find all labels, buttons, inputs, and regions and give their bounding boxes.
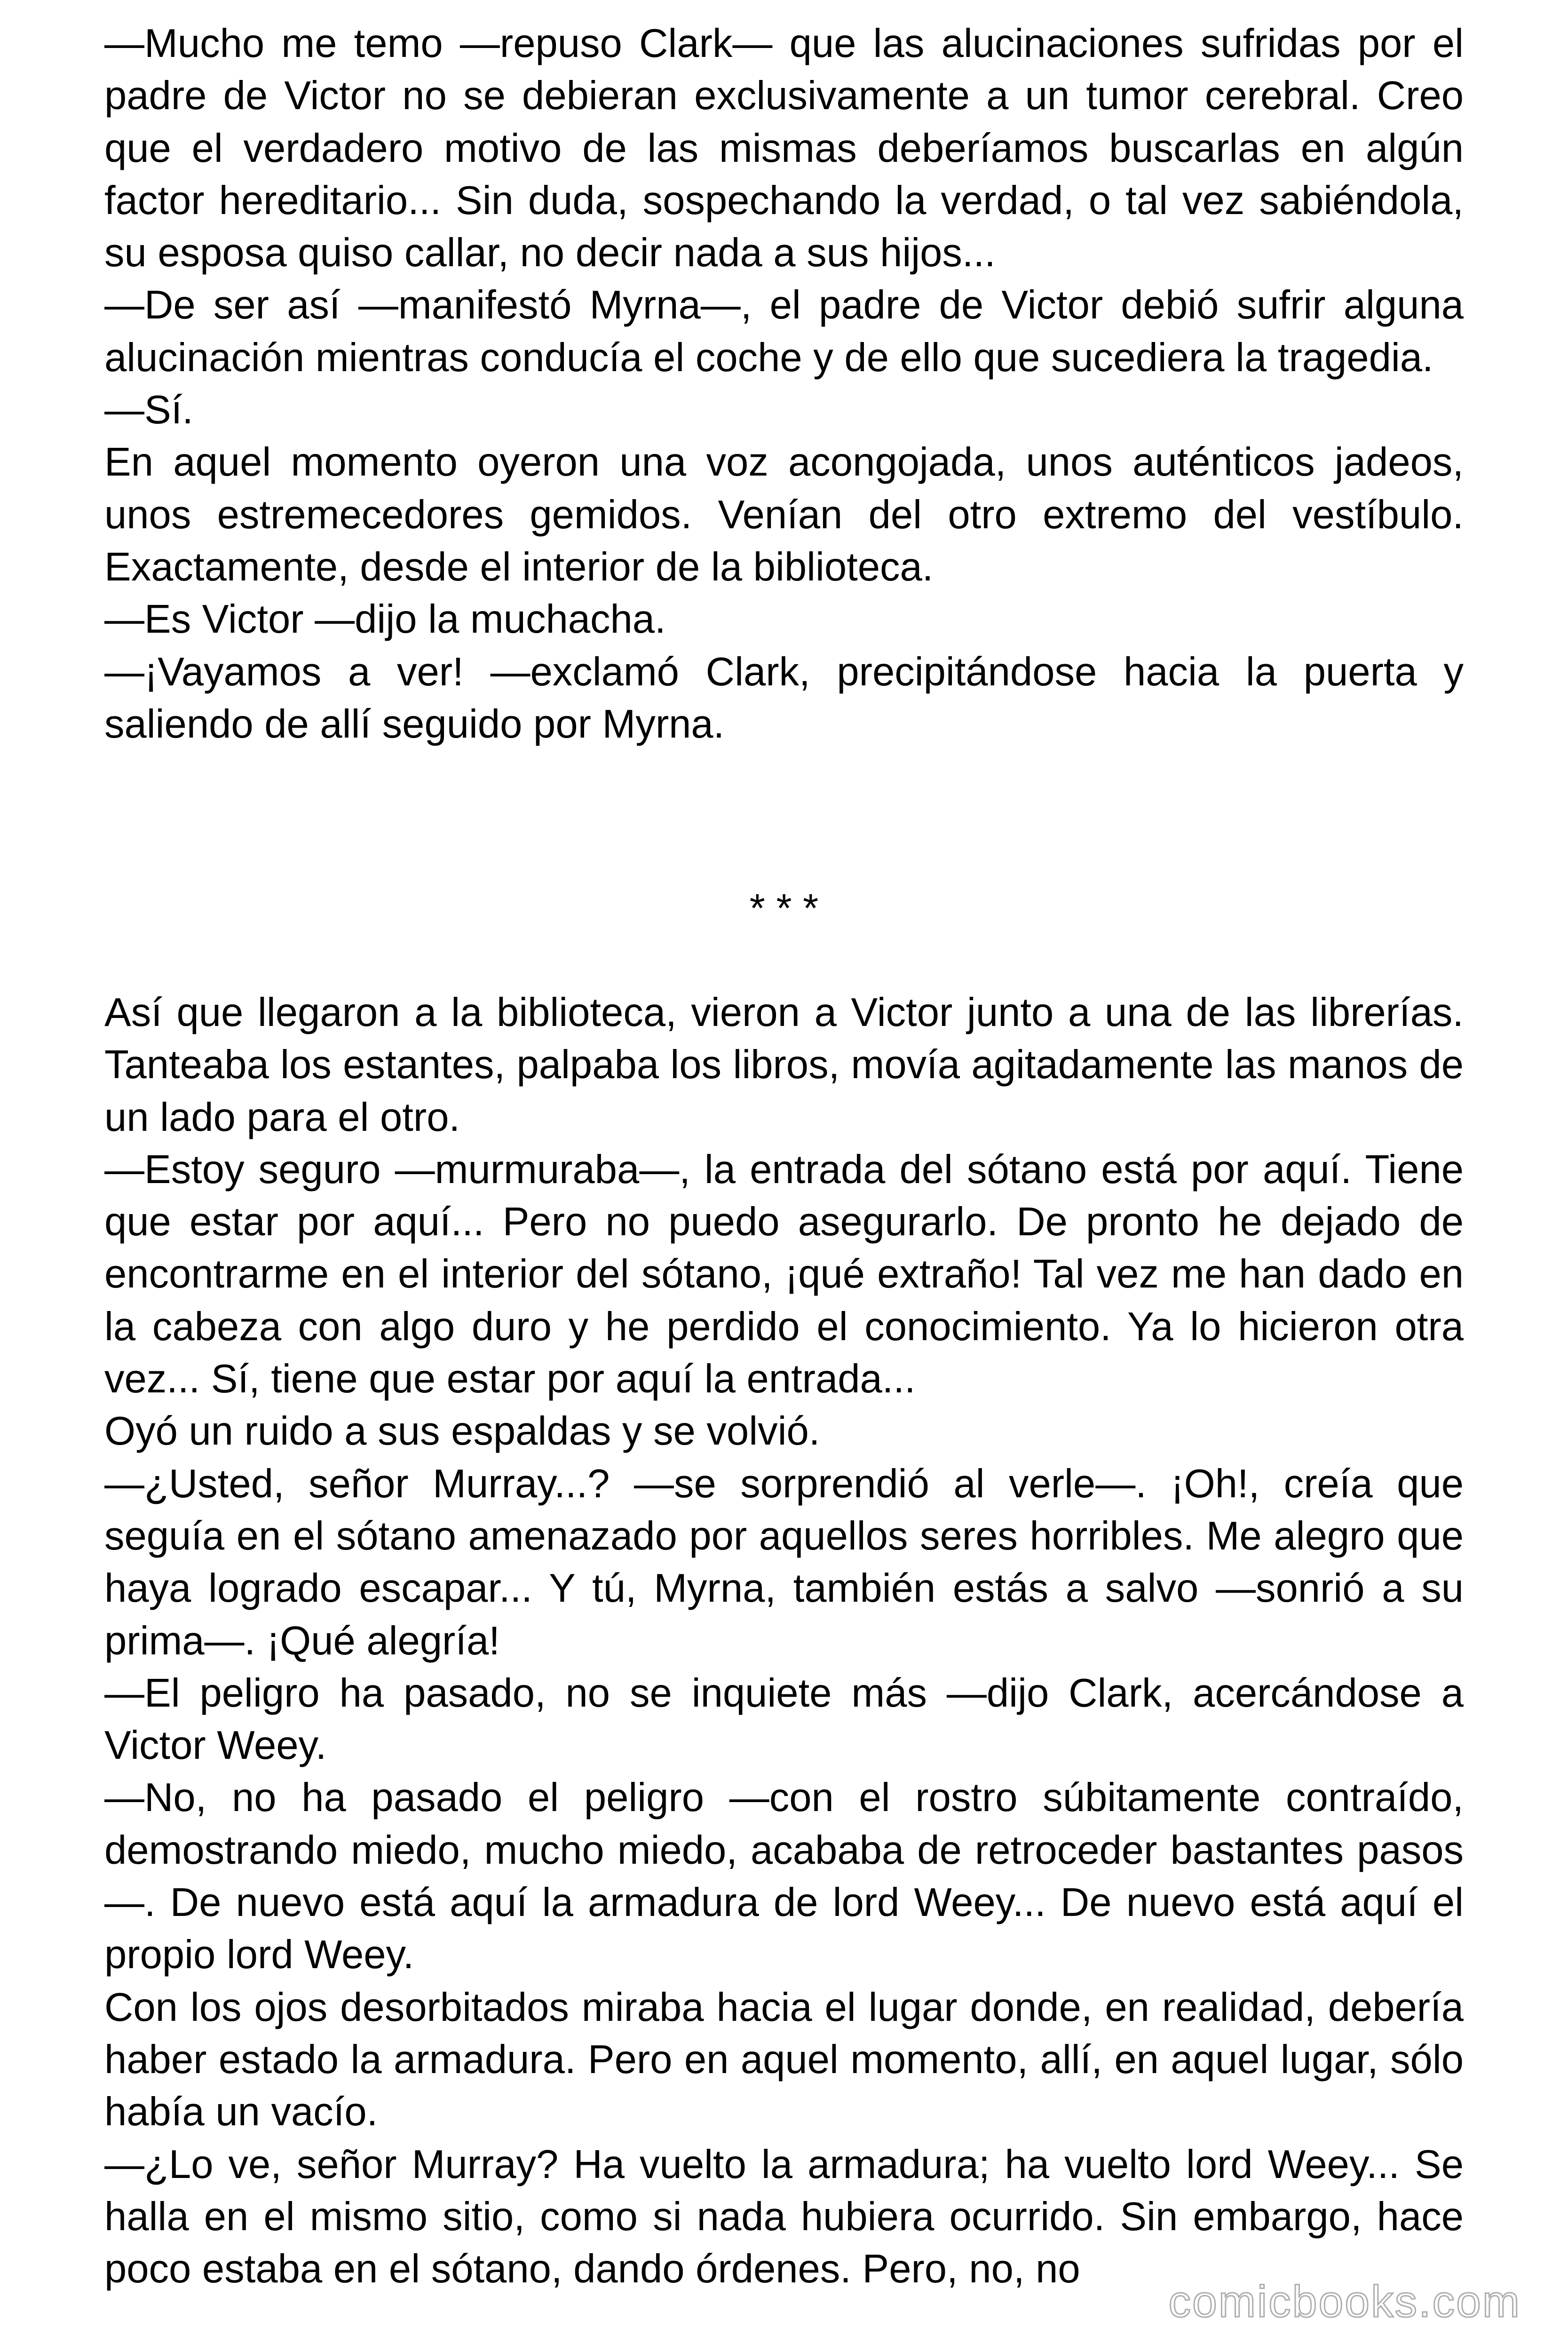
paragraph: —No, no ha pasado el peligro —con el rostro súbitamente contraído, demostrando miedo, mucho miedo, acababa de retroceder bastantes pasos—. De nuevo está aquí la armadura de lord Weey... De nuevo está aquí el propio lord Weey. <box>104 1775 1464 1978</box>
paragraph: —¿Lo ve, señor Murray? Ha vuelto la armadura; ha vuelto lord Weey... Se halla en el mismo sitio, como si nada hubiera ocurrido. Sin embargo, hace poco estaba en el sótano, dando órdenes. Pero, no, no <box>104 2142 1464 2292</box>
paragraph: Así que llegaron a la biblioteca, vieron a Victor junto a una de las librerías. Tanteaba los estantes, palpaba los libros, movía agitadamente las manos de un lado para el otro. <box>104 990 1464 1140</box>
paragraph: —Estoy seguro —murmuraba—, la entrada del sótano está por aquí. Tiene que estar por aquí... Pero no puedo asegurarlo. De pronto he dejado de encontrarme en el interior del sótano, ¡qué extraño! Tal vez me han dado en la cabeza con algo duro y he perdido el conocimiento. Ya lo hicieron otra vez... Sí, tiene que estar por aquí la entrada... <box>104 1147 1464 1402</box>
paragraph: —El peligro ha pasado, no se inquiete más —dijo Clark, acercándose a Victor Weey. <box>104 1670 1464 1768</box>
paragraph: Con los ojos desorbitados miraba hacia el lugar donde, en realidad, debería haber estado la armadura. Pero en aquel momento, allí, en aquel lugar, sólo había un vacío. <box>104 1985 1464 2135</box>
paragraph: —¡Vayamos a ver! —exclamó Clark, precipitándose hacia la puerta y saliendo de allí seguido por Myrna. <box>104 649 1464 747</box>
paragraph: En aquel momento oyeron una voz acongojada, unos auténticos jadeos, unos estremecedores gemidos. Venían del otro extremo del vestíbulo. Exactamente, desde el interior de la biblioteca. <box>104 440 1464 589</box>
paragraph: —Es Victor —dijo la muchacha. <box>104 597 666 642</box>
paragraph: Oyó un ruido a sus espaldas y se volvió. <box>104 1409 820 1454</box>
paragraph: —De ser así —manifestó Myrna—, el padre de Victor debió sufrir alguna alucinación mientras conducía el coche y de ello que sucediera la tragedia. <box>104 283 1464 380</box>
watermark: comicbooks.com <box>1168 2277 1521 2327</box>
paragraph: —Sí. <box>104 388 193 433</box>
text-section-one <box>104 17 1464 750</box>
paragraph: —Mucho me temo —repuso Clark— que las alucinaciones sufridas por el padre de Victor no se debieran exclusivamente a un tumor cerebral. Creo que el verdadero motivo de las mismas deberíamos buscarlas en algún factor hereditario... Sin duda, sospechando la verdad, o tal vez sabiéndola, su esposa quiso callar, no decir nada a sus hijos... <box>104 21 1464 276</box>
section-separator: * * * <box>749 886 819 931</box>
text-section-two <box>104 986 1464 2295</box>
paragraph: —¿Usted, señor Murray...? —se sorprendió al verle—. ¡Oh!, creía que seguía en el sótano amenazado por aquellos seres horribles. Me alegro que haya logrado escapar... Y tú, Myrna, también estás a salvo —sonrió a su prima—. ¡Qué alegría! <box>104 1461 1464 1663</box>
